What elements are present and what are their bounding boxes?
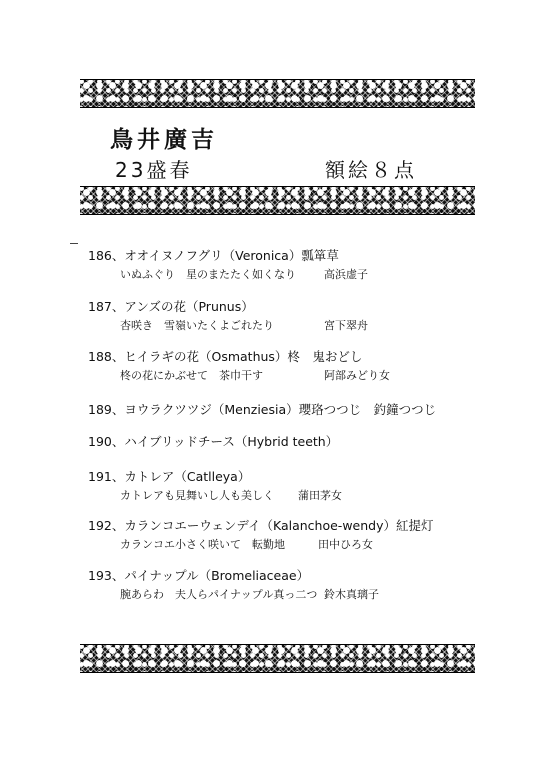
list-item — [88, 518, 518, 552]
entry-heading: 187、アンズの花（Prunus） — [88, 299, 254, 314]
haiku-text: 杏咲き 雪嶺いたくよごれたり — [120, 319, 274, 332]
poet-name: 高浜虚子 — [324, 268, 368, 281]
artist-name: 鳥井廣吉 — [110, 127, 218, 153]
count-label: 額絵８点 — [325, 158, 417, 182]
list-item — [88, 299, 518, 333]
entry-heading: 189、ヨウラクツツジ（Menziesia）瓔珞つつじ 釣鐘つつじ — [88, 402, 437, 417]
entry-heading: 192、カランコエーウェンデイ（Kalanchoe-wendy）紅提灯 — [88, 518, 434, 533]
poet-name: 田中ひろ女 — [318, 538, 373, 551]
margin-mark — [70, 243, 78, 244]
entry-verse — [88, 368, 518, 383]
decorative-band-bottom — [80, 644, 475, 673]
entry-verse — [88, 267, 518, 282]
haiku-text: 腕あらわ 夫人らパイナップル真っ二つ — [120, 588, 318, 601]
entry-heading: 191、カトレア（Catlleya） — [88, 469, 251, 484]
poet-name: 阿部みどり女 — [324, 369, 390, 382]
entry-heading: 190、ハイブリッドチース（Hybrid teeth） — [88, 434, 339, 449]
list-item — [88, 349, 518, 383]
decorative-band-middle — [80, 186, 475, 215]
haiku-text: 柊の花にかぶせて 茶巾干す — [120, 369, 263, 382]
entry-verse — [88, 537, 518, 552]
haiku-text: いぬふぐり 星のまたたく如くなり — [120, 268, 296, 281]
haiku-text: カランコエ小さく咲いて 転勤地 — [120, 538, 285, 551]
decorative-band-top — [80, 79, 475, 108]
haiku-text: カトレアも見舞いし人も美しく — [120, 489, 274, 502]
entry-verse — [88, 587, 518, 602]
entry-verse — [88, 488, 518, 503]
list-item — [88, 469, 518, 503]
list-item — [88, 248, 518, 282]
list-item — [88, 434, 518, 450]
poet-name: 宮下翠舟 — [324, 319, 368, 332]
list-item — [88, 402, 518, 418]
entry-verse — [88, 318, 518, 333]
poet-name: 鈴木真璃子 — [324, 588, 379, 601]
entry-heading: 186、オオイヌノフグリ（Veronica）瓢箪草 — [88, 248, 339, 263]
entry-heading: 188、ヒイラギの花（Osmathus）柊 鬼おどし — [88, 349, 363, 364]
entry-heading: 193、パイナップル（Bromeliaceae） — [88, 568, 310, 583]
list-item — [88, 568, 518, 602]
poet-name: 蒲田茅女 — [298, 489, 342, 502]
edition-label: 23盛春 — [115, 158, 193, 182]
